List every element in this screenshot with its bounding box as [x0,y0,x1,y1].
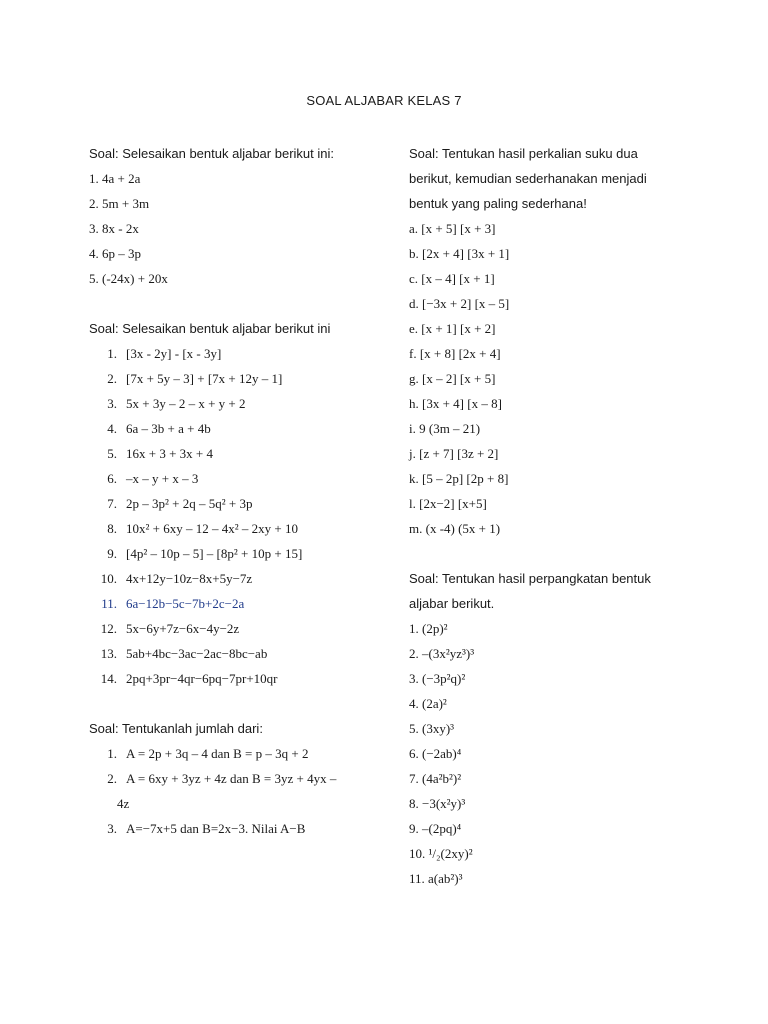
problem-item [89,741,369,766]
problem-item: d. [−3x + 2] [x – 5] [409,296,510,311]
item-expression: [3x - 2y] - [x - 3y] [126,346,222,361]
problem-item: 6. (−2ab)⁴ [409,746,462,761]
problem-item [89,591,369,616]
right-column [409,141,699,891]
item-number: 7. [107,496,117,511]
item-expression: 6a−12b−5c−7b+2c−2a [126,596,245,611]
item-number: 4. [107,421,117,436]
item-number: 1. [107,746,117,761]
problem-item [89,541,369,566]
problem-item: g. [x – 2] [x + 5] [409,371,496,386]
problem-item [89,666,369,691]
problem-item: h. [3x + 4] [x – 8] [409,396,502,411]
item-expression: 10x² + 6xy – 12 – 4x² – 2xy + 10 [126,521,298,536]
problem-item [89,566,369,591]
problem-item [89,466,369,491]
item-expression: 16x + 3 + 3x + 4 [126,446,213,461]
item-expression: 2p – 3p² + 2q – 5q² + 3p [126,496,253,511]
problem-item [89,816,369,841]
item-expression: 5ab+4bc−3ac−2ac−8bc−ab [126,646,268,661]
problem-item: a. [x + 5] [x + 3] [409,221,496,236]
problem-item: 7. (4a²b²)² [409,771,462,786]
problem-item-continuation: 4z [117,796,130,811]
problem-item: k. [5 – 2p] [2p + 8] [409,471,509,486]
problem-item: e. [x + 1] [x + 2] [409,321,496,336]
problem-item: j. [z + 7] [3z + 2] [409,446,499,461]
problem-item [89,441,369,466]
section-heading-multiply: bentuk yang paling sederhana! [409,196,587,211]
section-heading-multiply: berikut, kemudian sederhanakan menjadi [409,171,647,186]
problem-item [89,616,369,641]
item-expression: –x – y + x – 3 [126,471,199,486]
problem-item: 11. a(ab²)³ [409,871,463,886]
problem-item: 1. (2p)² [409,621,448,636]
problem-item [89,766,369,791]
problem-item: 10. ¹/₂(2xy)² [409,846,473,861]
item-expression: 4x+12y−10z−8x+5y−7z [126,571,253,586]
problem-item: 2. 5m + 3m [89,196,150,211]
problem-item [89,516,369,541]
item-expression: [4p² – 10p – 5] – [8p² + 10p + 15] [126,546,303,561]
problem-item: 1. 4a + 2a [89,171,141,186]
problem-item [89,416,369,441]
problem-item: 5. (3xy)³ [409,721,455,736]
left-column [89,141,369,841]
item-number: 3. [107,396,117,411]
item-number: 10. [100,571,117,586]
page-title: SOAL ALJABAR KELAS 7 [306,93,462,108]
problem-item: 3. (−3p²q)² [409,671,466,686]
problem-item: 2. –(3x²yz³)³ [409,646,475,661]
item-number: 11. [101,596,117,611]
problem-item: f. [x + 8] [2x + 4] [409,346,501,361]
problem-item: m. (x -4) (5x + 1) [409,521,501,536]
item-number: 2. [107,771,117,786]
item-expression: 5x + 3y – 2 – x + y + 2 [126,396,246,411]
item-number: 6. [107,471,117,486]
section-heading-power: Soal: Tentukan hasil perpangkatan bentuk [409,571,651,586]
section-heading-simplify-2: Soal: Selesaikan bentuk aljabar berikut ini [89,321,331,336]
section-heading-simplify-1: Soal: Selesaikan bentuk aljabar berikut ini: [89,146,334,161]
item-number: 2. [107,371,117,386]
item-expression: 6a – 3b + a + 4b [126,421,211,436]
problem-item: c. [x – 4] [x + 1] [409,271,495,286]
item-number: 8. [107,521,117,536]
item-expression: [7x + 5y – 3] + [7x + 12y – 1] [126,371,283,386]
item-expression: A=−7x+5 dan B=2x−3. Nilai A−B [126,821,306,836]
problem-item: 4. (2a)² [409,696,447,711]
problem-item: i. 9 (3m – 21) [409,421,481,436]
problem-item: b. [2x + 4] [3x + 1] [409,246,510,261]
problem-item [89,491,369,516]
problem-item [89,366,369,391]
section-heading-multiply: Soal: Tentukan hasil perkalian suku dua [409,146,638,161]
item-number: 5. [107,446,117,461]
item-expression: 2pq+3pr−4qr−6pq−7pr+10qr [126,671,278,686]
problem-item: 3. 8x - 2x [89,221,139,236]
item-number: 12. [100,621,117,636]
problem-item [89,391,369,416]
problem-item: l. [2x−2] [x+5] [409,496,487,511]
item-number: 3. [107,821,117,836]
problem-item: 5. (-24x) + 20x [89,271,168,286]
item-expression: A = 2p + 3q – 4 dan B = p – 3q + 2 [126,746,309,761]
item-expression: 5x−6y+7z−6x−4y−2z [126,621,240,636]
problem-item: 9. –(2pq)⁴ [409,821,462,836]
item-number: 9. [107,546,117,561]
problem-item [89,641,369,666]
item-number: 13. [100,646,117,661]
section-heading-sum: Soal: Tentukanlah jumlah dari: [89,721,263,736]
problem-item: 8. −3(x²y)³ [409,796,466,811]
item-number: 14. [100,671,117,686]
problem-item [89,341,369,366]
problem-item: 4. 6p – 3p [89,246,141,261]
section-heading-power: aljabar berikut. [409,596,495,611]
item-expression: A = 6xy + 3yz + 4z dan B = 3yz + 4yx – [126,771,337,786]
item-number: 1. [107,346,117,361]
